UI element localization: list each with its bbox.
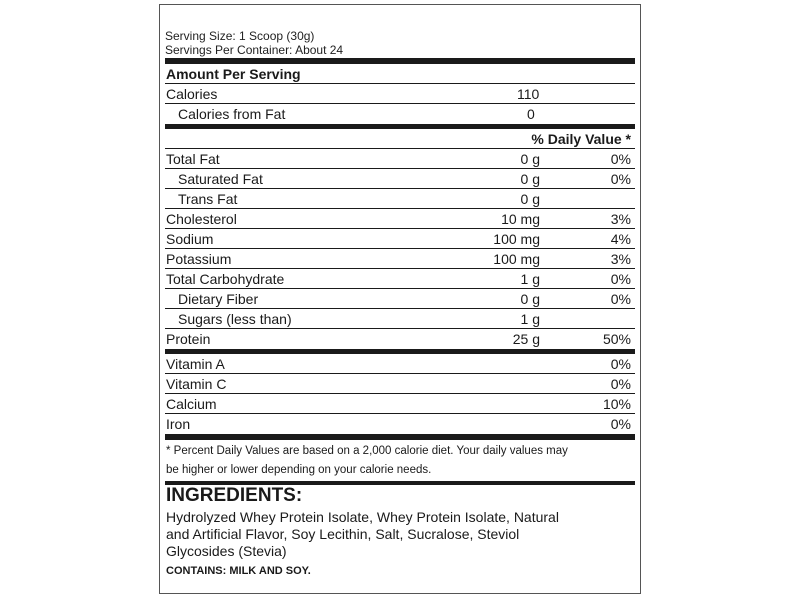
nutrient-row [165, 209, 635, 229]
nutrient-amount: 1 g [520, 311, 540, 327]
nutrient-amount: 10 mg [501, 211, 540, 227]
footnote-line: * Percent Daily Values are based on a 2,000 calorie diet. Your daily values may [166, 445, 568, 457]
nutrient-row [165, 189, 635, 209]
nutrient-amount: 100 mg [493, 231, 540, 247]
daily-value-label: % Daily Value * [531, 131, 631, 147]
nutrient-dv: 0% [610, 171, 631, 187]
amount-per-serving-label: Amount Per Serving [166, 66, 301, 82]
daily-value-header [165, 129, 635, 149]
nutrient-row [165, 249, 635, 269]
vitamin-name: Iron [166, 416, 191, 432]
nutrient-row [165, 169, 635, 189]
nutrient-dv: 0% [610, 271, 631, 287]
nutrient-name: Potassium [166, 251, 232, 267]
nutrient-dv: 3% [610, 211, 631, 227]
daily-value-footnote [165, 440, 635, 480]
nutrient-name: Total Carbohydrate [166, 271, 285, 287]
nutrient-dv: 50% [602, 331, 631, 347]
nutrition-facts-label [159, 4, 641, 594]
vitamin-dv: 0% [610, 356, 631, 372]
nutrient-row [165, 309, 635, 329]
calories-from-fat-row [165, 104, 635, 124]
vitamin-name: Vitamin A [166, 356, 225, 372]
nutrient-name: Sugars (less than) [178, 311, 292, 327]
nutrient-amount: 1 g [520, 271, 540, 287]
nutrient-row [165, 329, 635, 349]
ingredients-list [165, 509, 635, 560]
vitamin-dv: 0% [610, 376, 631, 392]
nutrient-name: Total Fat [166, 151, 220, 167]
nutrient-amount: 0 g [520, 291, 540, 307]
vitamin-name: Vitamin C [166, 376, 227, 392]
calories-from-fat-label: Calories from Fat [178, 106, 286, 122]
nutrient-name: Sodium [166, 231, 214, 247]
ingredients-title: INGREDIENTS: [166, 485, 303, 506]
nutrient-row [165, 269, 635, 289]
vitamin-name: Calcium [166, 396, 217, 412]
vitamin-row [165, 394, 635, 414]
vitamin-row [165, 354, 635, 374]
nutrient-name: Protein [166, 331, 211, 347]
nutrient-amount: 25 g [512, 331, 540, 347]
nutrient-amount: 100 mg [493, 251, 540, 267]
ingredients-line: Glycosides (Stevia) [166, 543, 287, 559]
nutrient-amount: 0 g [520, 191, 540, 207]
nutrient-dv: 3% [610, 251, 631, 267]
vitamin-dv: 0% [610, 416, 631, 432]
ingredients-line: and Artificial Flavor, Soy Lecithin, Salt, Sucralose, Steviol [166, 526, 520, 542]
nutrient-amount: 0 g [520, 151, 540, 167]
nutrient-dv: 4% [610, 231, 631, 247]
nutrient-name: Trans Fat [178, 191, 238, 207]
ingredients-line: Hydrolyzed Whey Protein Isolate, Whey Protein Isolate, Natural [166, 509, 559, 525]
calories-label: Calories [166, 86, 218, 102]
serving-size: Serving Size: 1 Scoop (30g) [165, 29, 315, 43]
nutrient-amount: 0 g [520, 171, 540, 187]
servings-per-container: Servings Per Container: About 24 [165, 43, 344, 57]
footnote-line: be higher or lower depending on your calorie needs. [166, 464, 432, 476]
calories-row [165, 84, 635, 104]
nutrient-row [165, 149, 635, 169]
amount-per-serving-header [165, 64, 635, 84]
nutrient-row [165, 229, 635, 249]
allergen-statement: CONTAINS: MILK AND SOY. [166, 565, 311, 577]
vitamin-row [165, 414, 635, 434]
vitamin-row [165, 374, 635, 394]
nutrient-name: Dietary Fiber [178, 291, 259, 307]
nutrient-dv: 0% [610, 291, 631, 307]
nutrient-name: Saturated Fat [178, 171, 263, 187]
calories-value: 110 [517, 86, 540, 102]
nutrient-name: Cholesterol [166, 211, 237, 227]
nutrient-dv: 0% [610, 151, 631, 167]
vitamin-dv: 10% [602, 396, 631, 412]
calories-from-fat-value: 0 [527, 106, 535, 122]
nutrient-row [165, 289, 635, 309]
